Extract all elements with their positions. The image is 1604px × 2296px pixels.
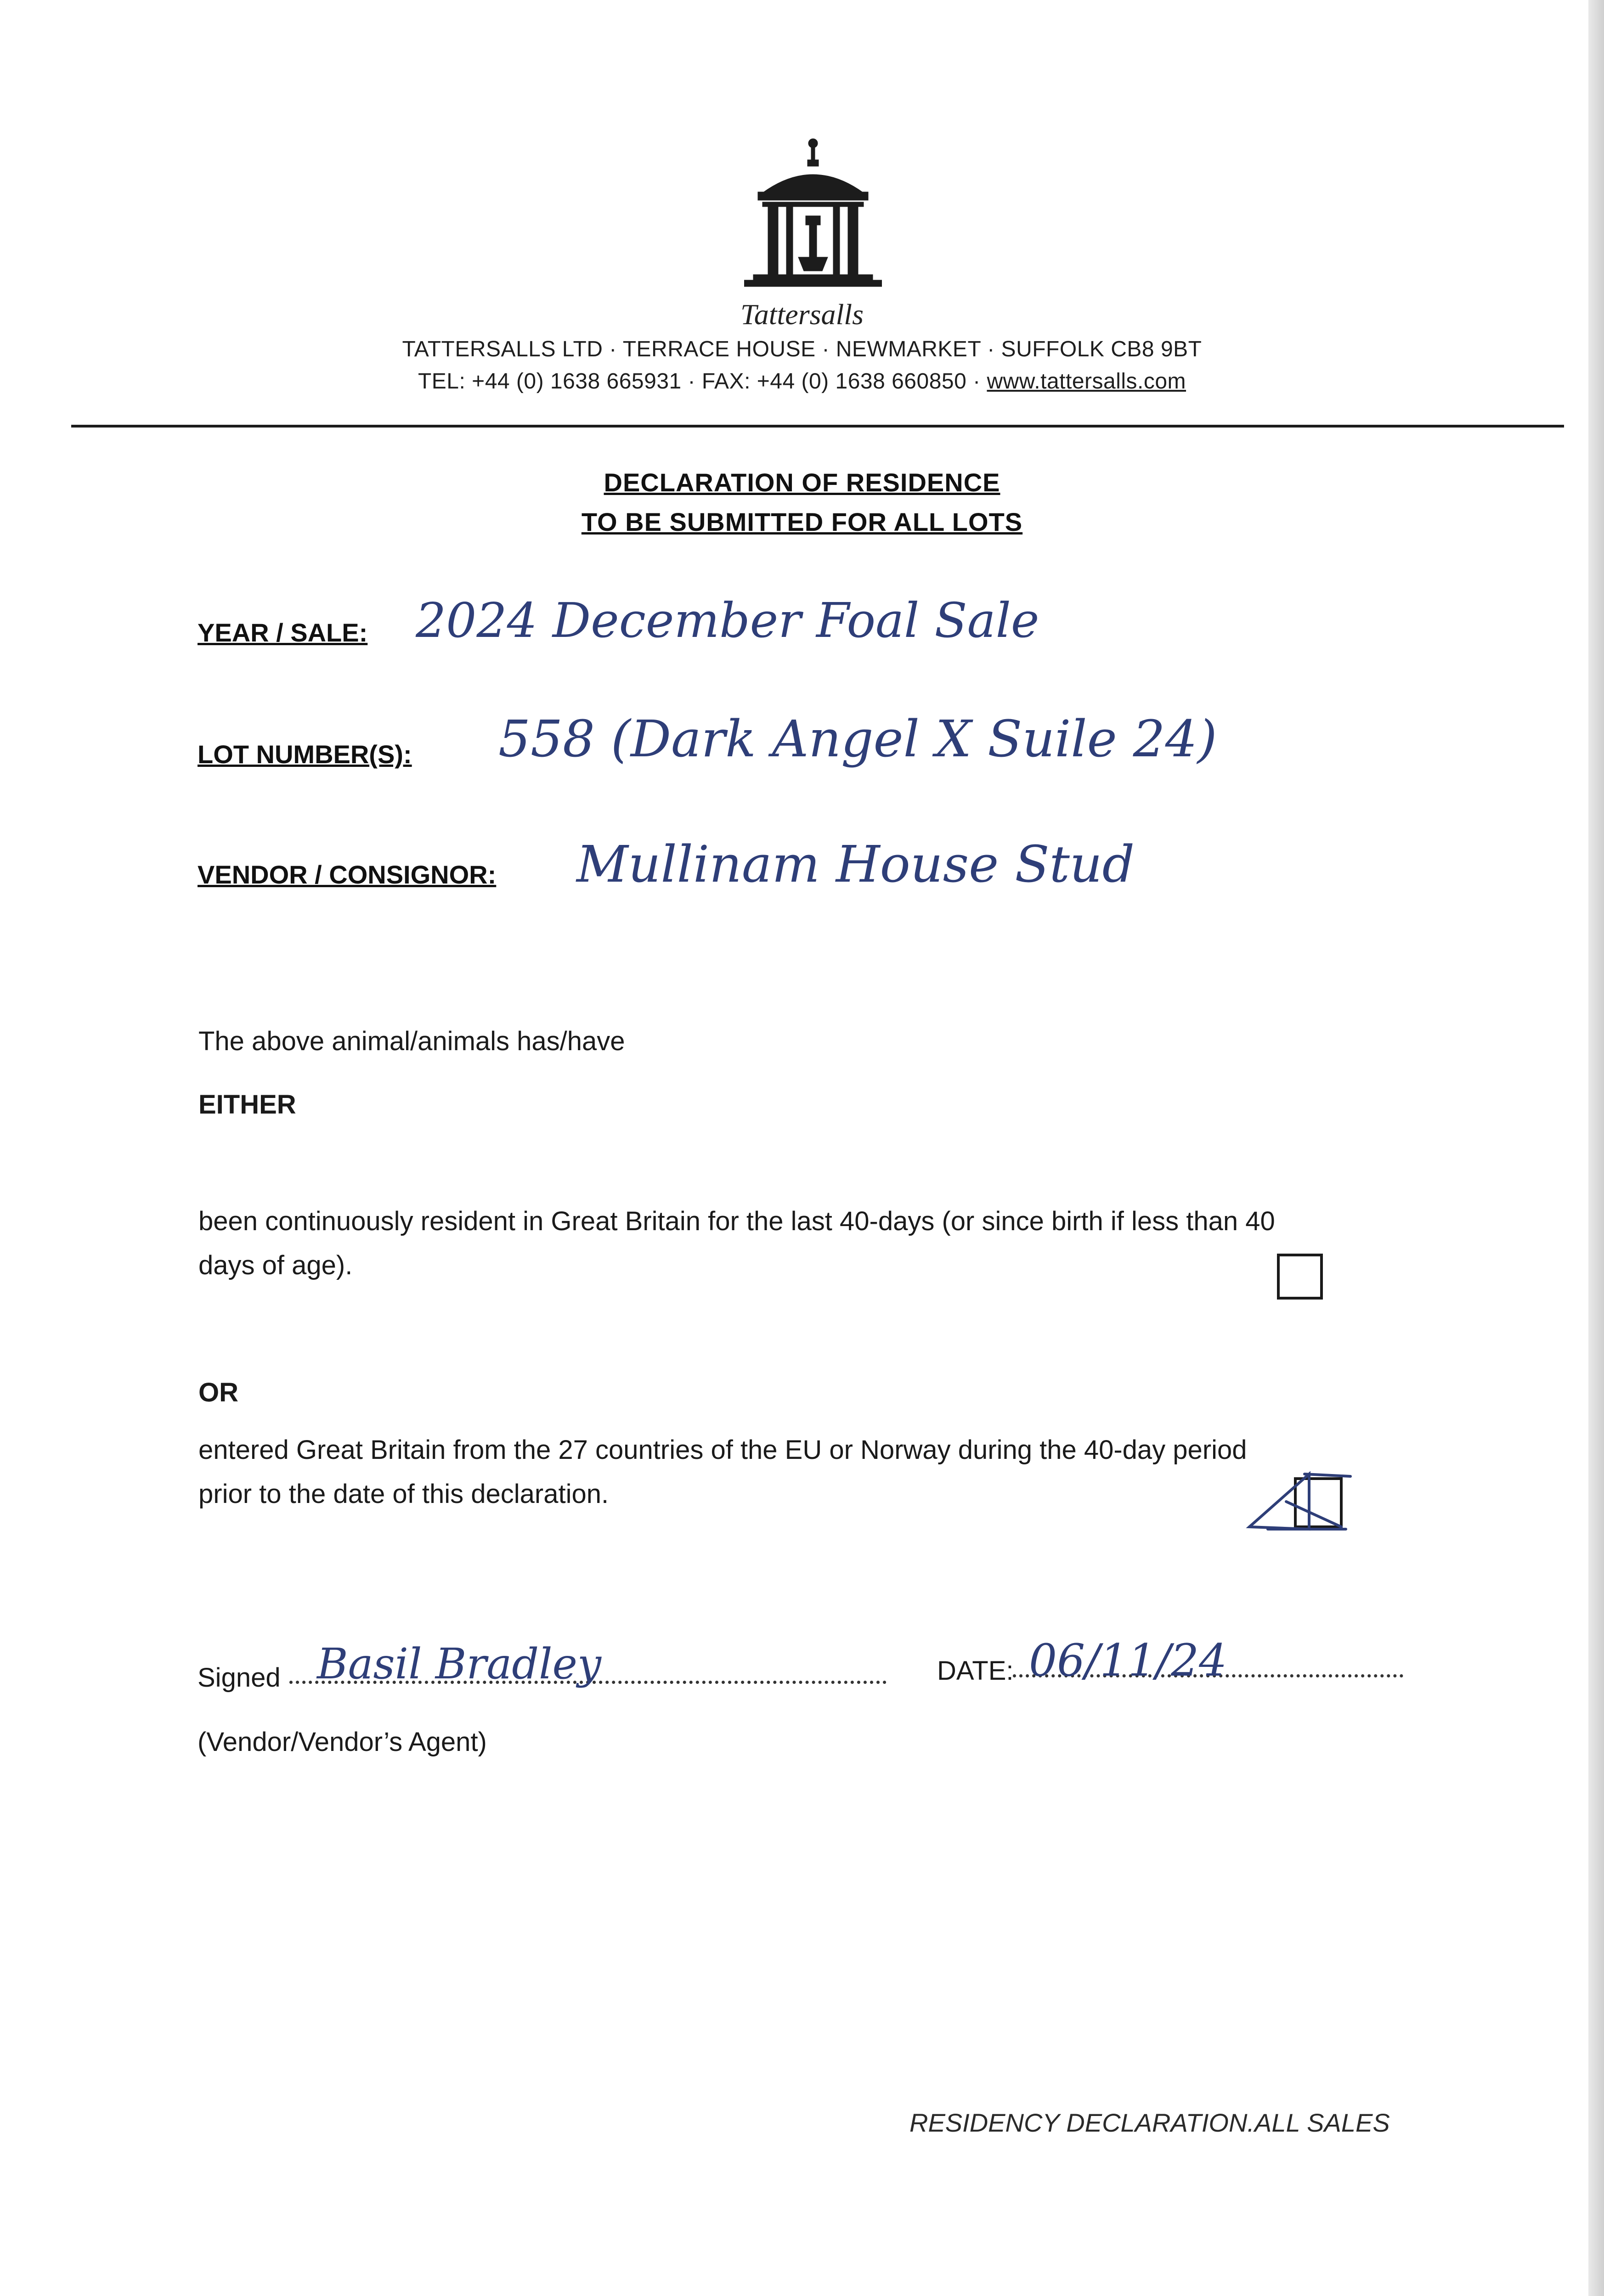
- statement-intro: The above animal/animals has/have: [198, 1026, 625, 1056]
- header-divider: [71, 425, 1564, 428]
- option2-line1: entered Great Britain from the 27 countries of the EU or Norway during the 40-day period: [198, 1435, 1247, 1465]
- year-sale-label: YEAR / SALE:: [198, 618, 368, 647]
- contact-numbers: TEL: +44 (0) 1638 665931 · FAX: +44 (0) 1638 660850 ·: [418, 369, 987, 394]
- option1-line1: been continuously resident in Great Britain for the last 40-days (or since birth if less than 40: [198, 1206, 1275, 1236]
- brand-name: Tattersalls: [740, 298, 864, 331]
- option1-line2: days of age).: [198, 1250, 353, 1280]
- website-link[interactable]: www.tattersalls.com: [987, 369, 1186, 394]
- form-footer: RESIDENCY DECLARATION.ALL SALES: [909, 2108, 1390, 2137]
- date-value[interactable]: 06/11/24: [1029, 1635, 1227, 1686]
- date-label: DATE:: [937, 1656, 1014, 1686]
- tattersalls-logo: [744, 138, 882, 294]
- lot-number-label: LOT NUMBER(S):: [198, 740, 412, 769]
- option1-checkbox[interactable]: [1277, 1254, 1323, 1300]
- vendor-value[interactable]: Mullinam House Stud: [576, 835, 1135, 894]
- company-contact: [0, 369, 1604, 394]
- year-sale-value[interactable]: 2024 December Foal Sale: [416, 592, 1039, 648]
- either-heading: EITHER: [198, 1090, 296, 1120]
- vendor-label: VENDOR / CONSIGNOR:: [198, 860, 497, 889]
- option2-line2: prior to the date of this declaration.: [198, 1479, 609, 1509]
- company-address: TATTERSALLS LTD · TERRACE HOUSE · NEWMARKET · SUFFOLK CB8 9BT: [402, 337, 1202, 361]
- document-title: DECLARATION OF RESIDENCE: [604, 468, 1000, 497]
- signature[interactable]: Basil Bradley: [317, 1639, 601, 1688]
- signed-label: Signed: [198, 1663, 281, 1693]
- signer-role: (Vendor/Vendor’s Agent): [198, 1727, 487, 1757]
- document-subtitle: TO BE SUBMITTED FOR ALL LOTS: [581, 507, 1023, 536]
- lot-number-value[interactable]: 558 (Dark Angel X Suile 24): [498, 709, 1217, 768]
- option2-checkbox[interactable]: [1240, 1465, 1360, 1548]
- or-heading: OR: [198, 1378, 238, 1407]
